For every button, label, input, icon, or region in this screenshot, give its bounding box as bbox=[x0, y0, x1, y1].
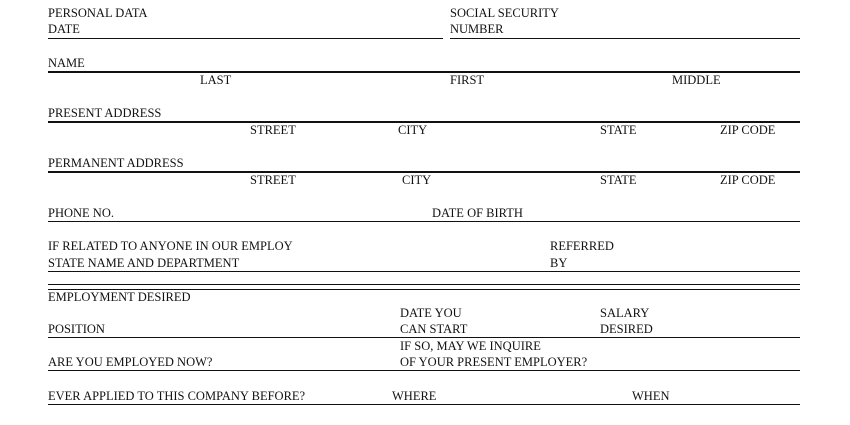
inquire-label-line2: OF YOUR PRESENT EMPLOYER? bbox=[400, 355, 588, 369]
where-label: WHERE bbox=[392, 389, 437, 403]
ssn-label-line2: NUMBER bbox=[450, 22, 504, 36]
position-label: POSITION bbox=[48, 322, 105, 336]
permanent-city-label: CITY bbox=[402, 173, 432, 187]
referred-label-line2: BY bbox=[550, 256, 568, 270]
position-start-salary-field[interactable] bbox=[48, 337, 800, 338]
start-date-label-line2: CAN START bbox=[400, 322, 468, 336]
related-label-line1: IF RELATED TO ANYONE IN OUR EMPLOY bbox=[48, 239, 293, 253]
referred-label-line1: REFERRED bbox=[550, 239, 614, 253]
salary-label-line1: SALARY bbox=[600, 306, 650, 320]
phone-dob-field[interactable] bbox=[48, 221, 800, 222]
permanent-address-label: PERMANENT ADDRESS bbox=[48, 156, 184, 170]
cut-off-footer-text bbox=[48, 418, 800, 425]
date-field[interactable] bbox=[48, 38, 443, 39]
employed-now-label: ARE YOU EMPLOYED NOW? bbox=[48, 355, 213, 369]
present-city-label: CITY bbox=[398, 123, 428, 137]
when-label: WHEN bbox=[632, 389, 670, 403]
salary-label-line2: DESIRED bbox=[600, 322, 653, 336]
present-state-label: STATE bbox=[600, 123, 637, 137]
dob-label: DATE OF BIRTH bbox=[432, 206, 523, 220]
related-label-line2: STATE NAME AND DEPARTMENT bbox=[48, 256, 240, 270]
present-street-label: STREET bbox=[250, 123, 296, 137]
employed-now-field[interactable] bbox=[48, 370, 800, 371]
inquire-label-line1: IF SO, MAY WE INQUIRE bbox=[400, 339, 541, 353]
name-label: NAME bbox=[48, 56, 85, 70]
phone-label: PHONE NO. bbox=[48, 206, 114, 220]
name-first-label: FIRST bbox=[450, 73, 485, 87]
present-address-label: PRESENT ADDRESS bbox=[48, 106, 162, 120]
applied-before-field[interactable] bbox=[48, 404, 800, 405]
name-middle-label: MIDDLE bbox=[672, 73, 721, 87]
name-last-label: LAST bbox=[200, 73, 232, 87]
start-date-label-line1: DATE YOU bbox=[400, 306, 462, 320]
personal-data-heading: PERSONAL DATA bbox=[48, 6, 148, 20]
permanent-zip-label: ZIP CODE bbox=[720, 173, 776, 187]
permanent-state-label: STATE bbox=[600, 173, 637, 187]
employment-desired-heading: EMPLOYMENT DESIRED bbox=[48, 290, 191, 304]
present-zip-label: ZIP CODE bbox=[720, 123, 776, 137]
applied-before-label: EVER APPLIED TO THIS COMPANY BEFORE? bbox=[48, 389, 306, 403]
related-referred-field[interactable] bbox=[48, 271, 800, 272]
ssn-field[interactable] bbox=[450, 38, 800, 39]
date-label: DATE bbox=[48, 22, 80, 36]
permanent-street-label: STREET bbox=[250, 173, 296, 187]
ssn-label-line1: SOCIAL SECURITY bbox=[450, 6, 559, 20]
